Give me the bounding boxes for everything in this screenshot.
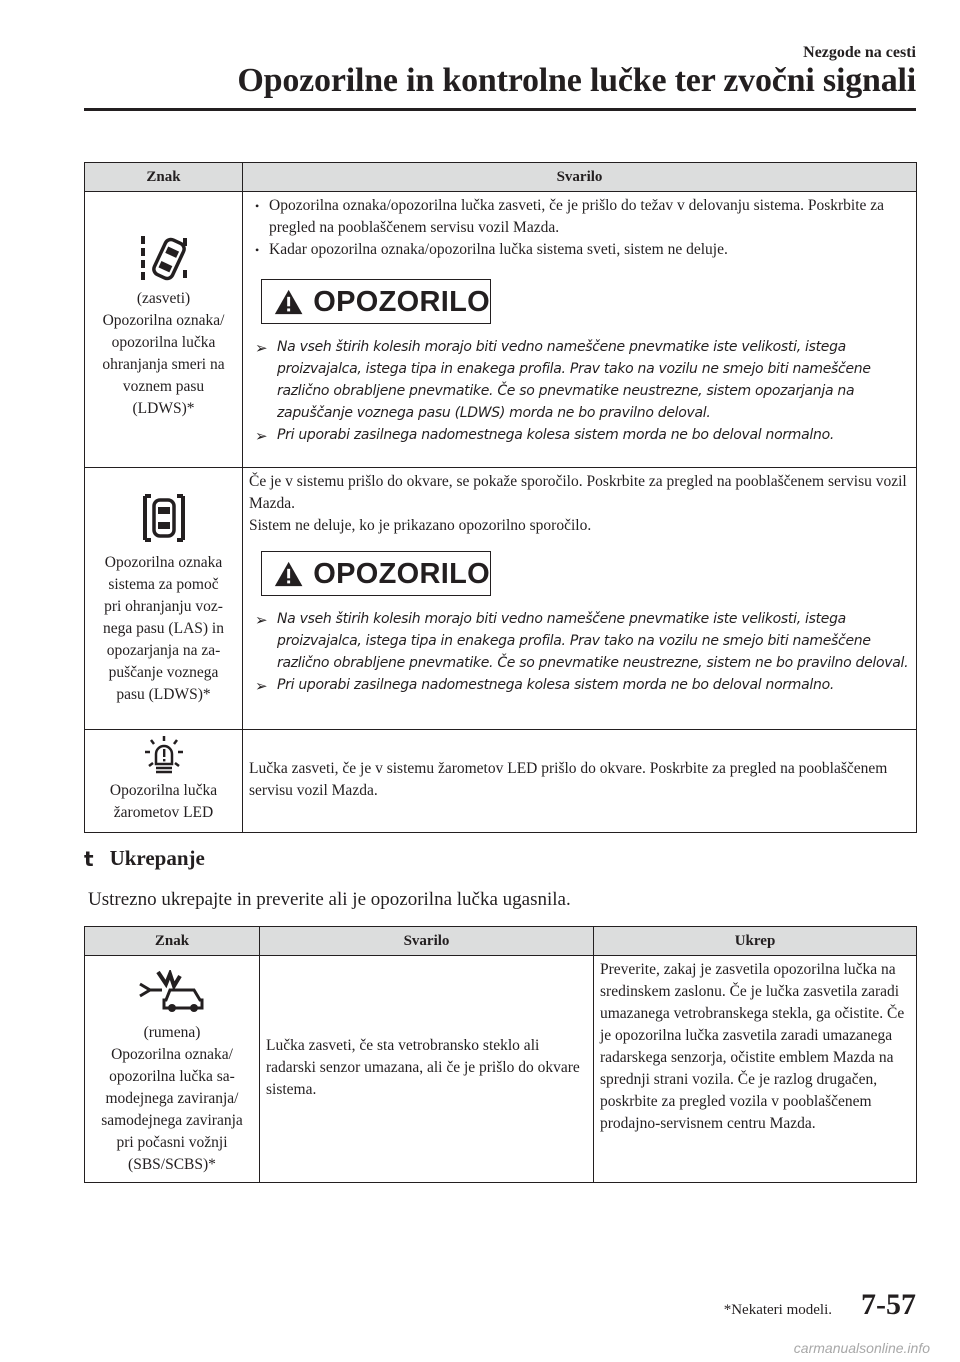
warning-triangle-icon (274, 559, 303, 589)
arrow-icon: ➢ (255, 611, 268, 629)
description-cell (243, 192, 917, 468)
sign-line: Opozorilna oznaka (104, 554, 223, 571)
warning-box (261, 279, 491, 324)
sign-line: (SBS/SCBS)* (128, 1156, 216, 1173)
description-cell (243, 730, 917, 833)
warning-triangle-icon (274, 287, 303, 317)
warning-item (249, 424, 910, 446)
sign-line: pri počasni vožnji (116, 1134, 228, 1151)
sign-line: (zasveti) (136, 290, 191, 307)
page-title: Opozorilne in kontrolne lučke ter zvočni signali (237, 62, 916, 99)
sign-line: pasu (LDWS)* (116, 686, 211, 703)
warning-text: Pri uporabi zasilnega nadomestnega kolesa sistem morda ne bo deloval normalno. (277, 677, 834, 693)
sign-line: opozarjanja na za- (106, 642, 221, 659)
warning-item (249, 608, 910, 674)
sign-line: ohranjanja smeri na (102, 356, 225, 373)
sign-line: Opozorilna oznaka/ (102, 312, 225, 329)
sign-line: Opozorilna oznaka/ (111, 1046, 233, 1063)
sign-line: modejnega zaviranja/ (105, 1090, 239, 1107)
led-headlight-warning-icon (141, 734, 187, 776)
arrow-icon: ➢ (255, 677, 268, 695)
warning-text: Na vseh štirih kolesih morajo biti vedno nameščene pnevmatike iste velikosti, istega proizvajalca, istega tipa in enakega profila. Prav tako na vozilu ne smejo biti nameščene različno obrabljene pnevmatike. Če so pnevmatike neustrezne, sistem ne bo pravilno deloval. (277, 611, 909, 671)
sign-line: (rumena) (143, 1024, 201, 1041)
watermark: carmanualsonline.info (793, 1340, 930, 1356)
sign-line: žarometov LED (113, 804, 214, 821)
sign-line: voznem pasu (122, 378, 205, 395)
sign-line: samodejnega zaviranja (101, 1112, 243, 1129)
arrow-icon: ➢ (255, 339, 268, 357)
description-cell (260, 956, 594, 1183)
sign-cell (85, 192, 243, 468)
lane-keep-assist-warning-icon (139, 494, 189, 542)
sign-cell (85, 730, 243, 833)
description-cell (243, 468, 917, 730)
warning-item (249, 674, 910, 696)
sign-line: opozorilna lučka sa- (109, 1068, 235, 1085)
sign-line: pri ohranjanju voz- (104, 598, 223, 615)
warning-text: Na vseh štirih kolesih morajo biti vedno nameščene pnevmatike iste velikosti, istega proizvajalca, istega tipa in enakega profila. Prav tako na vozilu ne smejo biti nameščene različno obrabljene pnevmatike. Če so pnevmatike neustrezne, sistem opozarjanja na zapuščanje voznega pasu (LDWS) morda ne bo pravilno deloval. (277, 339, 871, 421)
sign-line: Opozorilna lučka (109, 782, 218, 799)
column-header-action: Ukrep (594, 927, 917, 956)
sign-cell (85, 956, 260, 1183)
sign-line: sistema za pomoč (108, 576, 219, 593)
action-cell (594, 956, 917, 1183)
warning-lights-table (84, 162, 917, 833)
column-header-description: Svarilo (243, 163, 917, 192)
subsection-paragraph: Ustrezno ukrepajte in preverite ali je opozorilna lučka ugasnila. (88, 889, 571, 910)
warning-text: Pri uporabi zasilnega nadomestnega kolesa sistem morda ne bo deloval normalno. (277, 427, 834, 443)
column-header-sign: Znak (85, 163, 243, 192)
sign-line: opozorilna lučka (111, 334, 216, 351)
column-header-description: Svarilo (260, 927, 594, 956)
bullet-item: • Kadar opozorilna oznaka/opozorilna lučka sistema sveti, sistem ne deluje. (249, 239, 910, 261)
warning-label: OPOZORILO (313, 557, 490, 590)
warning-label: OPOZORILO (313, 285, 490, 318)
bullet-item: • Opozorilna oznaka/opozorilna lučka zasveti, če je prišlo do težav v delovanju sistema. Poskrbite za pregled na pooblaščenem servisu vozil Mazda. (249, 195, 910, 239)
warning-box (261, 551, 491, 596)
smart-brake-support-icon (136, 970, 208, 1012)
paragraph: Sistem ne deluje, ko je prikazano opozorilno sporočilo. (249, 517, 592, 534)
footnote: *Nekateri modeli. (723, 1302, 832, 1318)
arrow-icon: ➢ (255, 427, 268, 445)
subsection-heading (84, 846, 205, 871)
paragraph: Če je v sistemu prišlo do okvare, se pokaže sporočilo. Poskrbite za pregled na pooblaščenem servisu vozil Mazda. (249, 473, 907, 512)
paragraph: Lučka zasveti, če je v sistemu žarometov LED prišlo do okvare. Poskrbite za pregled na pooblaščenem servisu vozil Mazda. (249, 759, 888, 799)
sign-cell (85, 468, 243, 730)
paragraph: Preverite, zakaj je zasvetila opozorilna lučka na sredinskem zaslonu. Če je lučka zasvetila zaradi umazanega vetrobranskega stekla, ga očistite. Če je opozorilna lučka zasvetila zaradi umazanega radarskega senzorja, očistite emblem Mazda na sprednji strani vozila. Če je razlog drugačen, poskrbite za pregled vozila v pooblaščenem prodajno-servisnem centru Mazda. (600, 961, 905, 1132)
warning-item (249, 336, 910, 424)
header-divider (84, 108, 916, 111)
section-title: Nezgode na cesti (803, 44, 916, 61)
action-table (84, 926, 917, 1183)
subsection-title: Ukrepanje (109, 846, 205, 870)
section-marker-icon: t (84, 846, 94, 871)
column-header-sign: Znak (85, 927, 260, 956)
sign-line: puščanje voznega (108, 664, 219, 681)
paragraph: Lučka zasveti, če sta vetrobransko steklo ali radarski senzor umazana, ali če je prišlo do okvare sistema. (266, 1036, 580, 1098)
sign-line: (LDWS)* (132, 400, 195, 417)
sign-line: nega pasu (LAS) in (103, 620, 224, 637)
page-number: 7-57 (861, 1288, 916, 1321)
lane-departure-warning-icon (139, 234, 189, 282)
